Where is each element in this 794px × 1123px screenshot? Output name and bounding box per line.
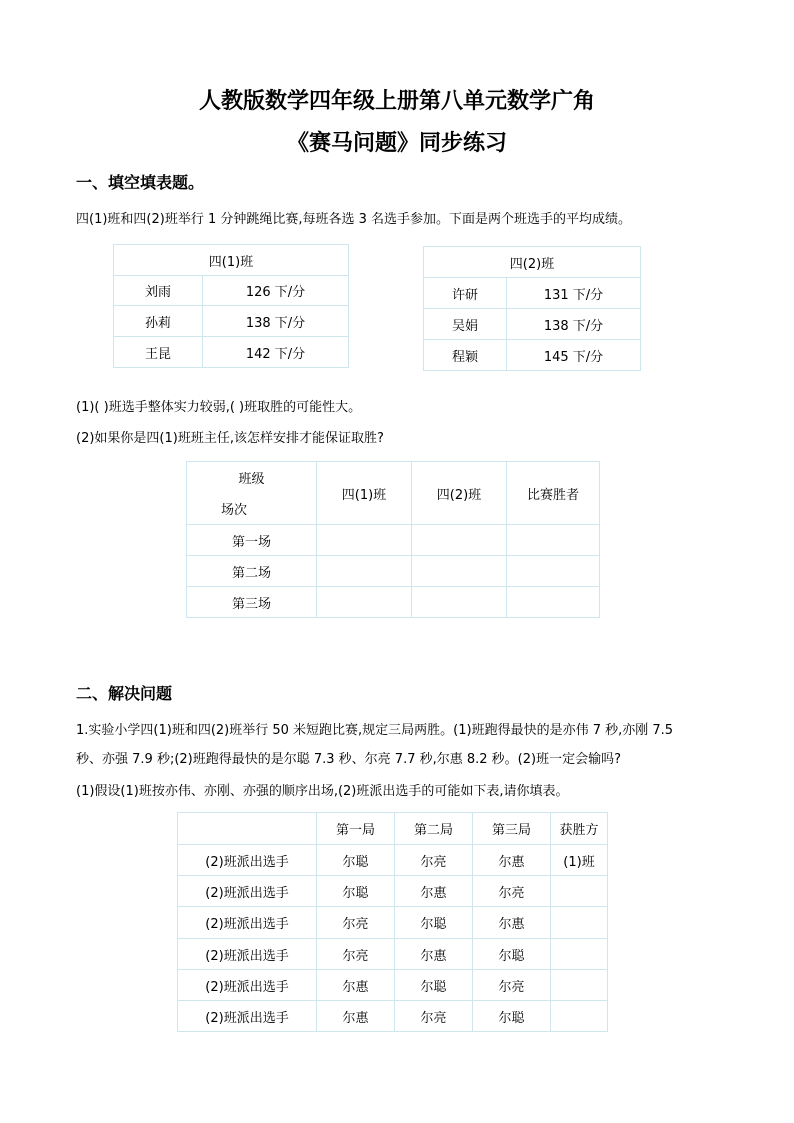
- table-row: [178, 939, 608, 970]
- student-name: 刘雨: [114, 276, 203, 306]
- page-title-line1: 人教版数学四年级上册第八单元数学广角: [198, 88, 595, 114]
- answer-cell[interactable]: [412, 556, 507, 587]
- race-cell: 尔聪: [473, 939, 551, 970]
- race-cell: 尔惠: [395, 939, 473, 970]
- row-label: (2)班派出选手: [178, 845, 317, 876]
- answer-cell[interactable]: [412, 525, 507, 556]
- row-label: 第三场: [187, 587, 317, 618]
- student-score: 145 下/分: [507, 340, 641, 371]
- race-cell: 尔聪: [317, 845, 395, 876]
- table-row: [424, 309, 641, 340]
- column-header: 四(2)班: [412, 462, 507, 525]
- winner-cell[interactable]: [551, 939, 608, 970]
- row-label: (2)班派出选手: [178, 907, 317, 939]
- race-cell: 尔惠: [317, 1001, 395, 1032]
- race-cell: 尔亮: [395, 1001, 473, 1032]
- winner-cell[interactable]: [551, 1001, 608, 1032]
- table-row: [187, 587, 600, 618]
- table-row: [424, 278, 641, 309]
- row-label: 第一场: [187, 525, 317, 556]
- race-cell: 尔聪: [395, 970, 473, 1001]
- table-row: [114, 306, 349, 337]
- row-label: 第二场: [187, 556, 317, 587]
- answer-cell[interactable]: [507, 556, 600, 587]
- race-cell: 尔聪: [317, 876, 395, 907]
- table-row: [424, 340, 641, 371]
- question-2: (2)如果你是四(1)班班主任,该怎样安排才能保证取胜?: [76, 431, 384, 446]
- race-cell: 尔惠: [473, 845, 551, 876]
- class2-header: 四(2)班: [424, 247, 641, 278]
- table-row: [178, 907, 608, 939]
- problem-text-line3: (1)假设(1)班按亦伟、亦刚、亦强的顺序出场,(2)班派出选手的可能如下表,请你填表。: [76, 784, 569, 799]
- winner-cell[interactable]: [551, 876, 608, 907]
- corner-label-round: 场次: [220, 503, 247, 518]
- problem-text-line2: 秒、亦强 7.9 秒;(2)班跑得最快的是尔聪 7.3 秒、尔亮 7.7 秒,尔惠 8.2 秒。(2)班一定会输吗?: [76, 752, 621, 767]
- answer-cell[interactable]: [317, 525, 412, 556]
- race-cell: 尔惠: [317, 970, 395, 1001]
- race-cell: 尔聪: [395, 907, 473, 939]
- column-header: 第二局: [395, 813, 473, 845]
- question-1: (1)( )班选手整体实力较弱,( )班取胜的可能性大。: [76, 400, 362, 415]
- table-row: [114, 276, 349, 306]
- problem-text-line1: 1.实验小学四(1)班和四(2)班举行 50 米短跑比赛,规定三局两胜。(1)班跑得最快的是亦伟 7 秒,亦刚 7.5: [76, 723, 674, 738]
- column-header: 第一局: [317, 813, 395, 845]
- table-row: [178, 1001, 608, 1032]
- column-header: 四(1)班: [317, 462, 412, 525]
- race-cell: 尔聪: [473, 1001, 551, 1032]
- race-cell: 尔亮: [317, 907, 395, 939]
- table-row: [178, 845, 608, 876]
- student-score: 126 下/分: [203, 276, 349, 306]
- winner-cell[interactable]: (1)班: [551, 845, 608, 876]
- student-name: 王昆: [114, 337, 203, 368]
- race-table: [177, 812, 608, 1032]
- student-name: 孙莉: [114, 306, 203, 337]
- answer-cell[interactable]: [507, 587, 600, 618]
- column-header: 比赛胜者: [507, 462, 600, 525]
- table-row: [178, 970, 608, 1001]
- table-row: [187, 556, 600, 587]
- class2-score-table: [423, 246, 641, 371]
- table-row: [187, 525, 600, 556]
- winner-cell[interactable]: [551, 907, 608, 939]
- answer-cell[interactable]: [317, 556, 412, 587]
- student-name: 程颖: [424, 340, 507, 371]
- class1-header: 四(1)班: [114, 245, 349, 276]
- row-label: (2)班派出选手: [178, 876, 317, 907]
- section1-intro: 四(1)班和四(2)班举行 1 分钟跳绳比赛,每班各选 3 名选手参加。下面是两个班选手的平均成绩。: [76, 212, 632, 227]
- race-cell: 尔惠: [473, 907, 551, 939]
- section1-heading: 一、填空填表题。: [76, 173, 205, 192]
- table-row: [178, 876, 608, 907]
- answer-cell[interactable]: [317, 587, 412, 618]
- answer-cell[interactable]: [507, 525, 600, 556]
- arrangement-table: [186, 461, 600, 618]
- class1-score-table: [113, 244, 349, 368]
- student-name: 吴娟: [424, 309, 507, 340]
- column-header: 获胜方: [551, 813, 608, 845]
- student-name: 许研: [424, 278, 507, 309]
- table-row: [114, 337, 349, 368]
- winner-cell[interactable]: [551, 970, 608, 1001]
- race-cell: 尔惠: [395, 876, 473, 907]
- student-score: 142 下/分: [203, 337, 349, 368]
- answer-cell[interactable]: [412, 587, 507, 618]
- student-score: 138 下/分: [507, 309, 641, 340]
- table-corner-cell: [187, 462, 317, 525]
- column-header: 第三局: [473, 813, 551, 845]
- race-cell: 尔亮: [317, 939, 395, 970]
- row-label: (2)班派出选手: [178, 970, 317, 1001]
- section2-heading: 二、解决问题: [76, 684, 173, 703]
- student-score: 138 下/分: [203, 306, 349, 337]
- corner-label-class: 班级: [238, 472, 265, 487]
- student-score: 131 下/分: [507, 278, 641, 309]
- row-label: (2)班派出选手: [178, 1001, 317, 1032]
- column-header: [178, 813, 317, 845]
- race-cell: 尔亮: [473, 970, 551, 1001]
- race-cell: 尔亮: [473, 876, 551, 907]
- race-cell: 尔亮: [395, 845, 473, 876]
- row-label: (2)班派出选手: [178, 939, 317, 970]
- page-title-line2: 《赛马问题》同步练习: [286, 130, 507, 156]
